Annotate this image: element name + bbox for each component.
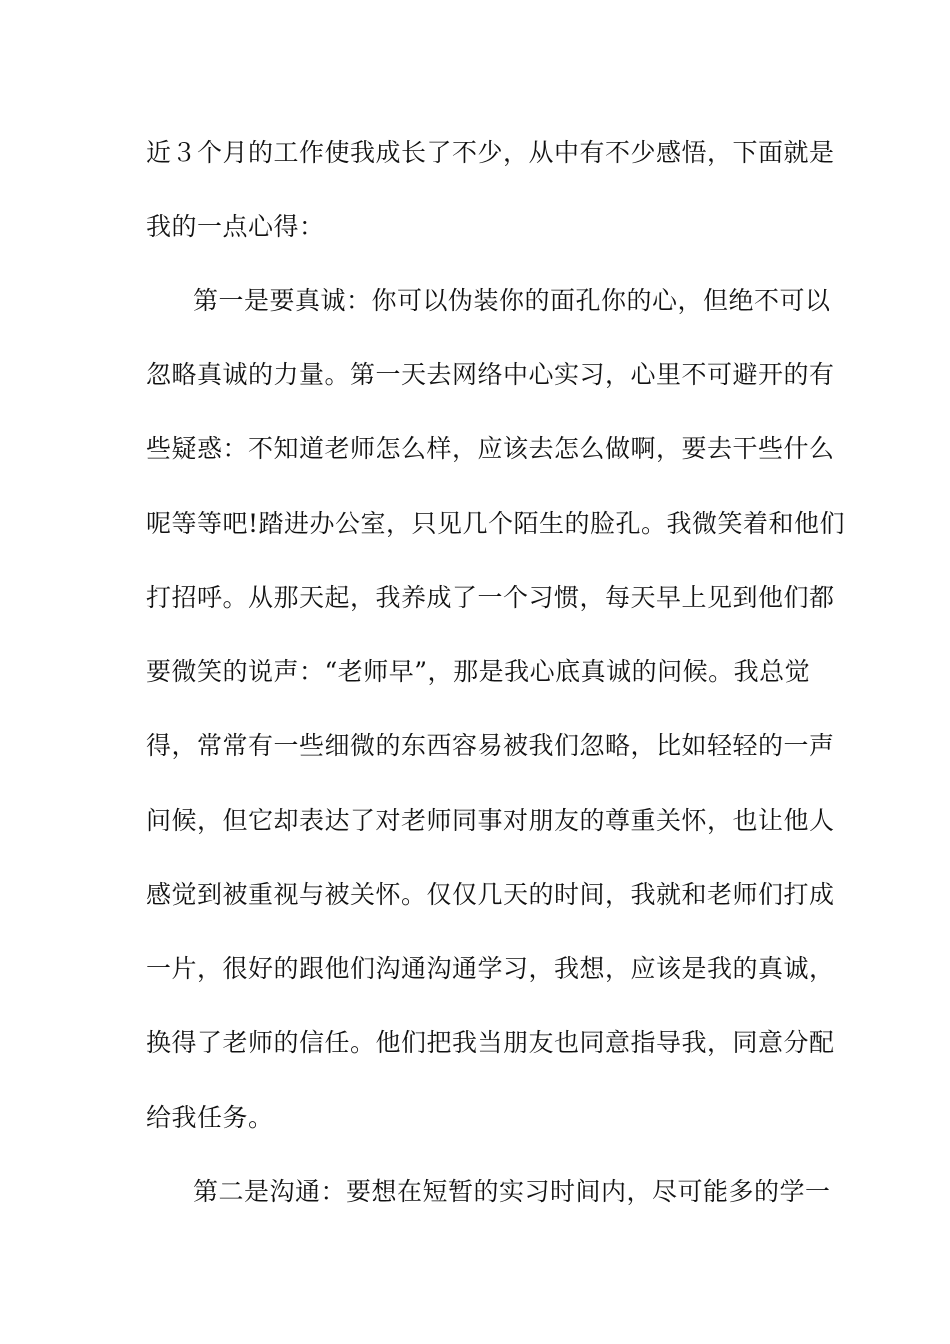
- paragraph-line: 呢等等吧!踏进办公室，只见几个陌生的脸孔。我微笑着和他们: [146, 509, 846, 538]
- paragraph-line: 打招呼。从那天起，我养成了一个习惯，每天早上见到他们都: [146, 583, 835, 612]
- paragraph-line: 要微笑的说声：“老师早”，那是我心底真诚的问候。我总觉: [146, 657, 811, 686]
- paragraph-line: 问候，但它却表达了对老师同事对朋友的尊重关怀，也让他人: [146, 806, 835, 835]
- paragraph-line: 些疑惑：不知道老师怎么样，应该去怎么做啊，要去干些什么: [146, 434, 835, 463]
- paragraph-line: 感觉到被重视与被关怀。仅仅几天的时间，我就和老师们打成: [146, 880, 835, 909]
- paragraph-line: 给我任务。: [146, 1103, 274, 1132]
- paragraph-line: 忽略真诚的力量。第一天去网络中心实习，心里不可避开的有: [146, 360, 835, 389]
- paragraph-line: 得，常常有一些细微的东西容易被我们忽略，比如轻轻的一声: [146, 731, 835, 760]
- paragraph-line: 第一是要真诚：你可以伪装你的面孔你的心，但绝不可以: [193, 286, 831, 315]
- paragraph-line: 换得了老师的信任。他们把我当朋友也同意指导我，同意分配: [146, 1028, 835, 1057]
- paragraph-line: 第二是沟通：要想在短暂的实习时间内，尽可能多的学一: [193, 1177, 831, 1206]
- paragraph-line: 近３个月的工作使我成长了不少，从中有不少感悟，下面就是: [146, 138, 835, 167]
- paragraph-line: 一片，很好的跟他们沟通沟通学习，我想，应该是我的真诚，: [146, 954, 835, 983]
- paragraph-line: 我的一点心得：: [146, 212, 325, 241]
